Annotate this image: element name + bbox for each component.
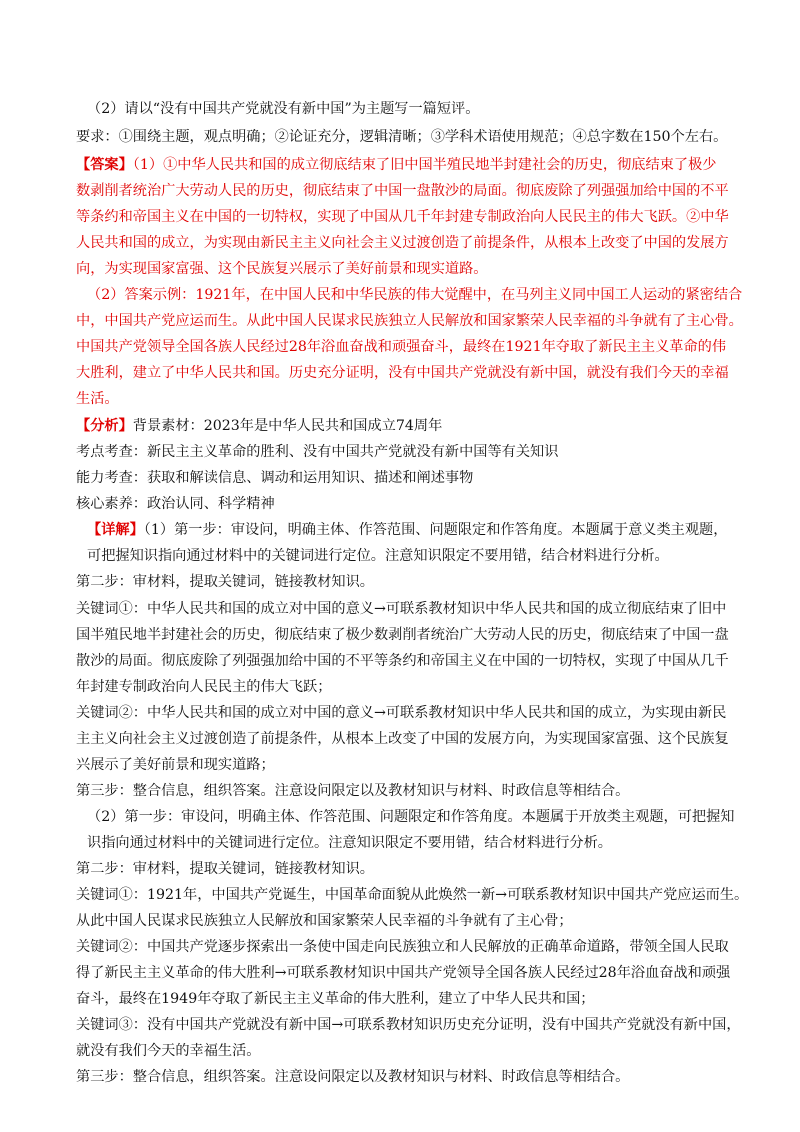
detail-line: 得了新民主主义革命的伟大胜利→可联系教材知识中国共产党领导全国各族人民经过28年浴血奋战和顽强 [76,965,731,981]
detail-line: 从此中国人民谋求民族独立人民解放和国家繁荣人民幸福的斗争就有了主心骨； [76,913,573,929]
detail-line: 关键词③：没有中国共产党就没有新中国→可联系教材知识历史充分证明，没有中国共产党就没有新中国， [76,1017,741,1033]
analysis-ability: 能力考查：获取和解读信息、调动和运用知识、描述和阐述事物 [76,470,474,486]
question-requirements: 要求：①围绕主题，观点明确；②论证充分，逻辑清晰；③学科术语使用规范；④总字数在150个左右。 [76,129,728,145]
answer-line: 数剥削者统治广大劳动人民的历史，彻底结束了中国一盘散沙的局面。彻底废除了列强强加给中国的不平 [76,183,729,199]
detail-line: 第三步：整合信息，组织答案。注意设问限定以及教材知识与材料、时政信息等相结合。 [76,783,630,799]
answer-text: （1）①中华人民共和国的成立彻底结束了旧中国半殖民地半封建社会的历史，彻底结束了极少 [132,157,717,173]
detail-line: 主主义向社会主义过渡创造了前提条件，从根本上改变了中国的发展方向，为实现国家富强、这个民族复 [76,731,729,747]
detail-tag: 【详解】 [87,522,144,538]
answer-line: 生活。 [76,391,119,407]
detail-line [87,519,727,539]
answer-line: 中国共产党领导全国各族人民经过28年浴血奋战和顽强奋斗，最终在1921年夺取了新民主主义革命的伟 [76,339,727,355]
detail-line: 散沙的局面。彻底废除了列强强加给中国的不平等条约和帝国主义在中国的一切特权，实现了中国从几千 [76,653,729,669]
analysis-background [76,415,442,435]
answer-line [76,154,716,174]
question-prompt: （2）请以“没有中国共产党就没有新中国”为主题写一篇短评。 [87,101,480,117]
detail-line: 可把握知识指向通过材料中的关键词进行定位。注意知识限定不要用错，结合材料进行分析。 [87,548,669,564]
detail-line: 第二步：审材料，提取关键词，链接教材知识。 [76,574,374,590]
detail-line: 关键词②：中国共产党逐步探索出一条使中国走向民族独立和人民解放的正确革命道路，带领全国人民取 [76,939,729,955]
detail-line: 关键词②：中华人民共和国的成立对中国的意义→可联系教材知识中华人民共和国的成立，为实现由新民 [76,705,727,721]
analysis-background-text: 背景素材：2023年是中华人民共和国成立74周年 [132,418,443,434]
detail-line: 国半殖民地半封建社会的历史，彻底结束了极少数剥削者统治广大劳动人民的历史，彻底结束了中国一盘 [76,627,729,643]
detail-line: （2）第一步：审设问，明确主体、作答范围、问题限定和作答角度。本题属于开放类主观题，可把握知 [87,809,735,825]
analysis-tag: 【分析】 [76,418,133,434]
answer-line: （2）答案示例：1921年，在中国人民和中华民族的伟大觉醒中，在马列主义同中国工人运动的紧密结合 [87,287,743,303]
answer-line: 向，为实现国家富强、这个民族复兴展示了美好前景和现实道路。 [76,261,488,277]
detail-line: 第三步：整合信息，组织答案。注意设问限定以及教材知识与材料、时政信息等相结合。 [76,1069,630,1085]
detail-line: 就没有我们今天的幸福生活。 [76,1043,261,1059]
detail-line: 识指向通过材料中的关键词进行定位。注意知识限定不要用错，结合材料进行分析。 [87,835,612,851]
detail-line: 兴展示了美好前景和现实道路； [76,757,275,773]
detail-line: 关键词①：中华人民共和国的成立对中国的意义→可联系教材知识中华人民共和国的成立彻底结束了旧中 [76,601,727,617]
answer-line: 大胜利，建立了中华人民共和国。历史充分证明，没有中国共产党就没有新中国，就没有我们今天的幸福 [76,365,729,381]
answer-line: 等条约和帝国主义在中国的一切特权，实现了中国从几千年封建专制政治向人民民主的伟大飞跃。②中华 [76,209,729,225]
detail-line: 年封建专制政治向人民民主的伟大飞跃； [76,679,332,695]
detail-line: 奋斗，最终在1949年夺取了新民主主义革命的伟大胜利，建立了中华人民共和国； [76,991,595,1007]
answer-line: 中，中国共产党应运而生。从此中国人民谋求民族独立人民解放和国家繁荣人民幸福的斗争就有了主心骨。 [76,313,743,329]
detail-line: 第二步：审材料，提取关键词，链接教材知识。 [76,861,374,877]
analysis-literacy: 核心素养：政治认同、科学精神 [76,496,275,512]
analysis-points: 考点考查：新民主主义革命的胜利、没有中国共产党就没有新中国等有关知识 [76,444,559,460]
answer-tag: 【答案】 [76,157,133,173]
answer-line: 人民共和国的成立，为实现由新民主主义向社会主义过渡创造了前提条件，从根本上改变了中国的发展方 [76,235,729,251]
detail-line: 关键词①：1921年，中国共产党诞生，中国革命面貌从此焕然一新→可联系教材知识中国共产党应运而生。 [76,887,749,903]
detail-text: （1）第一步：审设问，明确主体、作答范围、问题限定和作答角度。本题属于意义类主观题， [143,522,728,538]
